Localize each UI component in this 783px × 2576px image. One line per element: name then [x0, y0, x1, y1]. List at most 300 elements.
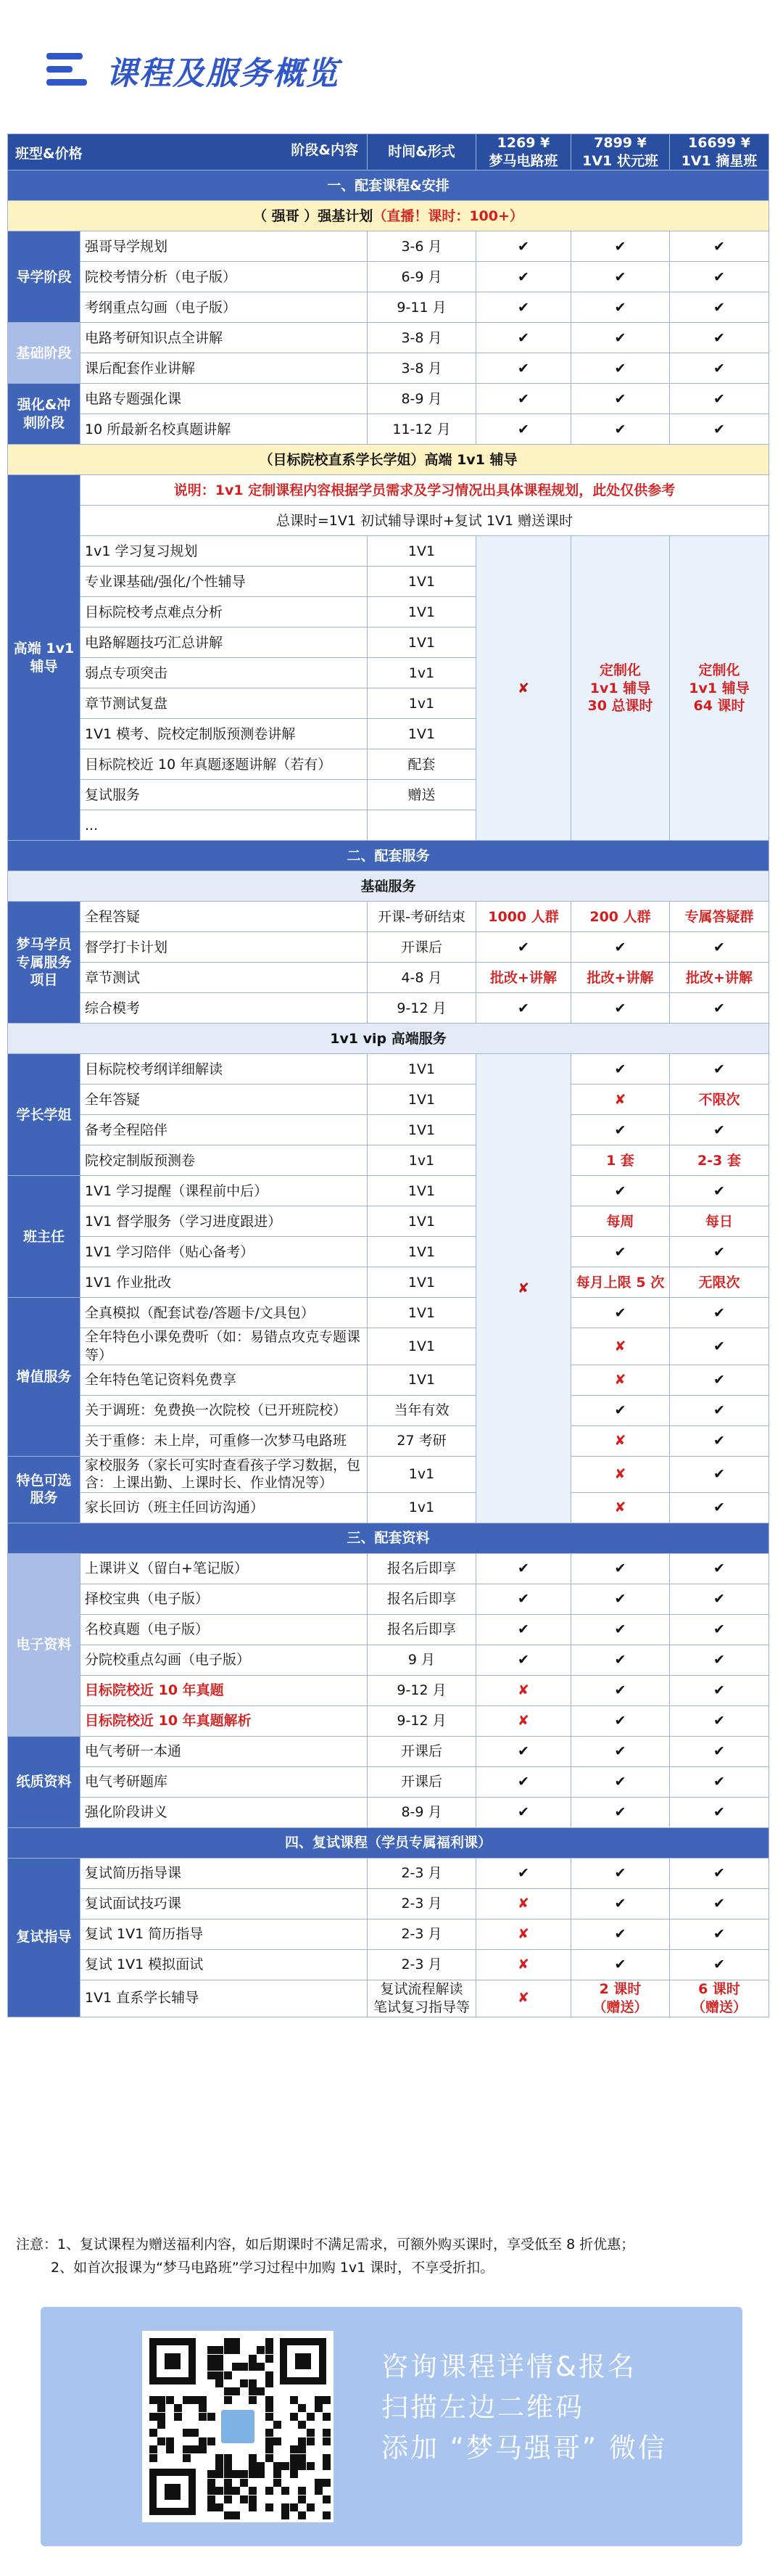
banner-highlight: （直播！课时：100+） — [373, 207, 523, 224]
item-name: 电路考研知识点全讲解 — [80, 323, 368, 353]
time-cell: 9-11 月 — [368, 292, 476, 323]
item-name: 1v1 学习复习规划 — [80, 536, 368, 567]
item-name: 电气考研题库 — [80, 1767, 368, 1798]
table-row — [8, 1798, 769, 1828]
value-cell: 1000 人群 — [476, 902, 571, 932]
value-cell: 批改+讲解 — [571, 963, 670, 993]
value-cell: 每周 — [571, 1206, 670, 1237]
value-cell: ✔ — [571, 1054, 670, 1085]
list-icon — [44, 47, 90, 94]
value-cell: ✔ — [571, 384, 670, 414]
time-cell: 配套 — [368, 749, 476, 780]
subsection-title: 1v1 vip 高端服务 — [8, 1024, 769, 1054]
merged-value: 定制化 1v1 辅导 30 总课时 — [571, 536, 670, 841]
value-cell: 无限次 — [670, 1267, 769, 1298]
time-col-header: 时间&形式 — [368, 134, 476, 170]
time-cell: 赠送 — [368, 780, 476, 810]
item-name: 全年特色笔记资料免费享 — [80, 1365, 368, 1395]
promo-line-1: 咨询课程详情&报名 — [381, 2351, 637, 2382]
category-cell: 电子资料 — [8, 1554, 80, 1737]
value-cell: ✔ — [670, 262, 769, 292]
item-name: ... — [80, 810, 368, 841]
value-cell: ✔ — [670, 1115, 769, 1145]
value-cell: ✔ — [670, 1176, 769, 1206]
subsection-row — [8, 1024, 769, 1054]
value-cell: 2-3 套 — [670, 1145, 769, 1176]
value-cell: ✔ — [476, 1859, 571, 1889]
category-cell: 梦马学员专属服务项目 — [8, 902, 80, 1024]
corner-top-label: 阶段&内容 — [291, 142, 358, 158]
note-2: 2、如首次报课为“梦马电路班”学习过程中加购 1v1 课时，不享受折扣。 — [51, 2260, 494, 2276]
table-row — [8, 1115, 769, 1145]
value-cell: 批改+讲解 — [476, 963, 571, 993]
time-cell: 当年有效 — [368, 1395, 476, 1425]
table-row — [8, 1737, 769, 1767]
table-row — [8, 1456, 769, 1492]
table-row — [8, 323, 769, 353]
section-row — [8, 170, 769, 201]
value-cell: 每日 — [670, 1206, 769, 1237]
time-cell: 1V1 — [368, 1328, 476, 1365]
time-cell: 1v1 — [368, 1493, 476, 1523]
table-row — [8, 1767, 769, 1798]
note-cell: 总课时=1V1 初试辅导课时+复试 1V1 赠送课时 — [80, 506, 769, 536]
value-cell: ✔ — [670, 993, 769, 1024]
time-cell: 1V1 — [368, 719, 476, 749]
item-name: 全真模拟（配套试卷/答题卡/文具包） — [80, 1298, 368, 1328]
item-name: 复试简历指导课 — [80, 1859, 368, 1889]
table-row — [8, 1980, 769, 2017]
value-cell: ✘ — [476, 1889, 571, 1919]
item-name: 备考全程陪伴 — [80, 1115, 368, 1145]
value-cell: ✔ — [476, 1737, 571, 1767]
time-cell: 9 月 — [368, 1645, 476, 1676]
value-cell: ✔ — [476, 414, 571, 445]
value-cell: ✔ — [670, 1554, 769, 1584]
notes — [16, 2233, 770, 2280]
time-cell: 开课-考研结束 — [368, 902, 476, 932]
item-name: 家校服务（家长可实时查看孩子学习数据，包含：上课出勤、上课时长、作业情况等） — [80, 1456, 368, 1492]
item-name: 1V1 直系学长辅导 — [80, 1980, 368, 2017]
value-cell: ✘ — [476, 1950, 571, 1980]
table-row — [8, 1889, 769, 1919]
time-cell: 1V1 — [368, 1176, 476, 1206]
time-cell: 开课后 — [368, 932, 476, 963]
item-name: 复试服务 — [80, 780, 368, 810]
subsection-title: 基础服务 — [8, 871, 769, 902]
table-row — [8, 902, 769, 932]
item-name: 目标院校考纲详细解读 — [80, 1054, 368, 1085]
value-cell: ✔ — [670, 1859, 769, 1889]
item-name: 1V1 学习提醒（课程前中后） — [80, 1176, 368, 1206]
section-row — [8, 1523, 769, 1554]
value-cell: ✘ — [571, 1328, 670, 1365]
table-row — [8, 1493, 769, 1523]
value-cell: ✔ — [670, 1767, 769, 1798]
value-cell: ✘ — [571, 1456, 670, 1492]
time-cell: 1V1 — [368, 1237, 476, 1267]
item-name: 章节测试复盘 — [80, 688, 368, 719]
table-row — [8, 1706, 769, 1737]
item-name: 复试面试技巧课 — [80, 1889, 368, 1919]
page-header — [44, 38, 339, 103]
header-row — [8, 134, 769, 170]
item-name: 10 所最新名校真题讲解 — [80, 414, 368, 445]
value-cell: ✔ — [670, 1584, 769, 1615]
section-row — [8, 841, 769, 871]
time-cell: 8-9 月 — [368, 384, 476, 414]
value-cell: ✔ — [670, 1054, 769, 1085]
time-cell: 3-8 月 — [368, 353, 476, 384]
note-1: 注意：1、复试课程为赠送福利内容，如后期课时不满足需求，可额外购买课时，享受低至 8 折优惠； — [16, 2236, 635, 2252]
time-cell: 复试流程解读 笔试复习指导等 — [368, 1980, 476, 2017]
item-name: 电路解题技巧汇总讲解 — [80, 627, 368, 658]
time-cell: 9-12 月 — [368, 993, 476, 1024]
value-cell: ✔ — [571, 1584, 670, 1615]
category-cell: 增值服务 — [8, 1298, 80, 1456]
time-cell: 开课后 — [368, 1737, 476, 1767]
value-cell: ✔ — [476, 262, 571, 292]
qr-code[interactable] — [142, 2331, 334, 2522]
time-cell: 1V1 — [368, 1206, 476, 1237]
item-name: 督学打卡计划 — [80, 932, 368, 963]
time-cell: 报名后即享 — [368, 1554, 476, 1584]
time-cell: 4-8 月 — [368, 963, 476, 993]
value-cell: ✔ — [571, 262, 670, 292]
value-cell: ✔ — [571, 1919, 670, 1950]
value-cell: ✔ — [476, 932, 571, 963]
value-cell: 200 人群 — [571, 902, 670, 932]
value-cell: ✔ — [670, 1456, 769, 1492]
table-row — [8, 1615, 769, 1645]
value-cell: ✔ — [670, 353, 769, 384]
category-cell: 基础阶段 — [8, 323, 80, 384]
time-cell: 1V1 — [368, 1267, 476, 1298]
item-name: 上课讲义（留白+笔记版） — [80, 1554, 368, 1584]
time-cell: 9-12 月 — [368, 1706, 476, 1737]
promo-banner — [41, 2307, 742, 2546]
table-row — [8, 506, 769, 536]
value-cell: ✔ — [670, 231, 769, 262]
table-row — [8, 384, 769, 414]
time-cell: 2-3 月 — [368, 1889, 476, 1919]
value-cell: ✔ — [670, 1328, 769, 1365]
table-row — [8, 231, 769, 262]
value-cell: ✔ — [476, 292, 571, 323]
table-row — [8, 1859, 769, 1889]
value-cell: ✔ — [571, 1645, 670, 1676]
value-cell: ✔ — [670, 1298, 769, 1328]
value-cell: ✔ — [571, 1859, 670, 1889]
time-cell: 2-3 月 — [368, 1919, 476, 1950]
table-row — [8, 1919, 769, 1950]
value-cell: ✔ — [670, 1737, 769, 1767]
item-name: 全程答疑 — [80, 902, 368, 932]
value-cell: ✔ — [571, 1237, 670, 1267]
value-cell: ✔ — [571, 292, 670, 323]
item-name: 关于重修：未上岸，可重修一次梦马电路班 — [80, 1425, 368, 1456]
value-cell: ✔ — [670, 292, 769, 323]
value-cell: ✔ — [670, 1950, 769, 1980]
time-cell: 开课后 — [368, 1767, 476, 1798]
banner-cell — [8, 201, 769, 231]
time-cell: 1V1 — [368, 627, 476, 658]
value-cell: ✔ — [670, 323, 769, 353]
merged-value: 定制化 1v1 辅导 64 课时 — [670, 536, 769, 841]
category-cell: 特色可选服务 — [8, 1456, 80, 1523]
value-cell: ✔ — [476, 1645, 571, 1676]
value-cell: ✔ — [476, 384, 571, 414]
category-cell: 导学阶段 — [8, 231, 80, 323]
time-cell: 1V1 — [368, 1298, 476, 1328]
item-name: 关于调班：免费换一次院校（已开班院校） — [80, 1395, 368, 1425]
item-name: 目标院校近 10 年真题 — [80, 1676, 368, 1706]
time-cell: 1V1 — [368, 597, 476, 627]
category-cell: 纸质资料 — [8, 1737, 80, 1828]
value-cell: ✔ — [670, 1676, 769, 1706]
value-cell: ✔ — [571, 1395, 670, 1425]
table-row — [8, 1425, 769, 1456]
item-name: 名校真题（电子版） — [80, 1615, 368, 1645]
time-cell: 报名后即享 — [368, 1584, 476, 1615]
value-cell: ✔ — [571, 1889, 670, 1919]
corner-cell — [8, 134, 368, 170]
time-cell: 9-12 月 — [368, 1676, 476, 1706]
value-cell: ✔ — [670, 1395, 769, 1425]
section-title: 四、复试课程（学员专属福利课） — [8, 1828, 769, 1859]
item-name: 复试 1V1 模拟面试 — [80, 1950, 368, 1980]
section-row — [8, 1828, 769, 1859]
banner-cell: （目标院校直系学长学姐）高端 1v1 辅导 — [8, 445, 769, 475]
time-cell: 1V1 — [368, 1365, 476, 1395]
table-row — [8, 536, 769, 567]
value-cell: ✔ — [476, 1798, 571, 1828]
item-name: 强哥导学规划 — [80, 231, 368, 262]
item-name: 择校宝典（电子版） — [80, 1584, 368, 1615]
promo-text — [381, 2347, 667, 2469]
time-cell: 报名后即享 — [368, 1615, 476, 1645]
item-name: 院校考情分析（电子版） — [80, 262, 368, 292]
table-row — [8, 1554, 769, 1584]
table-row — [8, 353, 769, 384]
table-row — [8, 963, 769, 993]
value-cell: ✘ — [571, 1365, 670, 1395]
table-row — [8, 1950, 769, 1980]
item-name: 全年特色小课免费听（如：易错点攻克专题课等） — [80, 1328, 368, 1365]
value-cell: ✔ — [670, 932, 769, 963]
item-name: 目标院校考点难点分析 — [80, 597, 368, 627]
item-name: 院校定制版预测卷 — [80, 1145, 368, 1176]
value-cell: ✔ — [670, 1798, 769, 1828]
value-cell: 每月上限 5 次 — [571, 1267, 670, 1298]
value-cell: ✔ — [476, 1767, 571, 1798]
item-name: 家长回访（班主任回访沟通） — [80, 1493, 368, 1523]
value-cell: ✔ — [571, 1298, 670, 1328]
value-cell: ✔ — [476, 1584, 571, 1615]
value-cell: ✘ — [571, 1085, 670, 1115]
value-cell: 专属答疑群 — [670, 902, 769, 932]
plan-header-3: 16699 ¥ 1V1 摘星班 — [670, 134, 769, 170]
value-cell: ✔ — [476, 993, 571, 1024]
value-cell: ✔ — [476, 1554, 571, 1584]
table-row — [8, 1054, 769, 1085]
item-name: 电路专题强化课 — [80, 384, 368, 414]
value-cell: ✘ — [476, 1919, 571, 1950]
value-cell: ✘ — [476, 1980, 571, 2017]
value-cell: ✔ — [670, 1493, 769, 1523]
time-cell: 1V1 — [368, 536, 476, 567]
note-cell: 说明：1v1 定制课程内容根据学员需求及学习情况出具体课程规划，此处仅供参考 — [80, 475, 769, 506]
time-cell: 27 考研 — [368, 1425, 476, 1456]
value-cell: ✔ — [571, 414, 670, 445]
course-table — [7, 133, 769, 2017]
value-cell: ✔ — [571, 1706, 670, 1737]
value-cell: ✔ — [571, 1767, 670, 1798]
time-cell: 2-3 月 — [368, 1859, 476, 1889]
table-row — [8, 1085, 769, 1115]
table-row — [8, 1145, 769, 1176]
value-cell: ✔ — [571, 323, 670, 353]
time-cell: 1V1 — [368, 1115, 476, 1145]
value-cell: 1 套 — [571, 1145, 670, 1176]
promo-line-3: 添加 “梦马强哥” 微信 — [381, 2432, 667, 2464]
value-cell: ✔ — [670, 1645, 769, 1676]
item-name: 目标院校近 10 年真题解析 — [80, 1706, 368, 1737]
value-cell: ✔ — [571, 231, 670, 262]
item-name: 复试 1V1 简历指导 — [80, 1919, 368, 1950]
time-cell: 11-12 月 — [368, 414, 476, 445]
value-cell: ✔ — [571, 1115, 670, 1145]
item-name: 综合模考 — [80, 993, 368, 1024]
value-cell: ✔ — [571, 1615, 670, 1645]
time-cell: 8-9 月 — [368, 1798, 476, 1828]
table-row — [8, 1267, 769, 1298]
table-row — [8, 932, 769, 963]
item-name: 电气考研一本通 — [80, 1737, 368, 1767]
time-cell: 2-3 月 — [368, 1950, 476, 1980]
value-cell: ✔ — [571, 353, 670, 384]
table-row — [8, 475, 769, 506]
table-row — [8, 1676, 769, 1706]
table-row — [8, 414, 769, 445]
value-cell: ✔ — [670, 1237, 769, 1267]
value-cell: ✔ — [571, 1176, 670, 1206]
value-cell: ✘ — [476, 1706, 571, 1737]
value-cell: ✔ — [571, 1950, 670, 1980]
subsection-row — [8, 871, 769, 902]
item-name: 课后配套作业讲解 — [80, 353, 368, 384]
item-name: 分院校重点勾画（电子版） — [80, 1645, 368, 1676]
table-row — [8, 1176, 769, 1206]
section-title: 二、配套服务 — [8, 841, 769, 871]
time-cell: 6-9 月 — [368, 262, 476, 292]
banner-row — [8, 445, 769, 475]
plan-header-1: 1269 ¥ 梦马电路班 — [476, 134, 571, 170]
item-name: 章节测试 — [80, 963, 368, 993]
value-cell: ✔ — [670, 1919, 769, 1950]
table-row — [8, 262, 769, 292]
value-cell: 批改+讲解 — [670, 963, 769, 993]
category-cell: 复试指导 — [8, 1859, 80, 2017]
value-cell: 6 课时 （赠送） — [670, 1980, 769, 2017]
value-cell: ✔ — [670, 1365, 769, 1395]
banner-text: （ 强哥 ）强基计划 — [253, 207, 373, 224]
category-cell: 班主任 — [8, 1176, 80, 1298]
category-cell: 学长学姐 — [8, 1054, 80, 1176]
item-name: 考纲重点勾画（电子版） — [80, 292, 368, 323]
table-row — [8, 292, 769, 323]
value-cell: 不限次 — [670, 1085, 769, 1115]
value-cell: ✔ — [670, 414, 769, 445]
value-cell: ✔ — [670, 1706, 769, 1737]
value-cell: ✔ — [571, 1554, 670, 1584]
item-name: 1V1 学习陪伴（贴心备考） — [80, 1237, 368, 1267]
item-name: 1V1 模考、院校定制版预测卷讲解 — [80, 719, 368, 749]
table-row — [8, 1206, 769, 1237]
category-cell: 高端 1v1 辅导 — [8, 475, 80, 841]
item-name: 专业课基础/强化/个性辅导 — [80, 567, 368, 597]
time-cell: 3-6 月 — [368, 231, 476, 262]
merged-value: ✘ — [476, 1054, 571, 1523]
merged-value: ✘ — [476, 536, 571, 841]
value-cell: ✘ — [476, 1676, 571, 1706]
item-name: 目标院校近 10 年真题逐题讲解（若有） — [80, 749, 368, 780]
section-title: 三、配套资料 — [8, 1523, 769, 1554]
value-cell: 2 课时 （赠送） — [571, 1980, 670, 2017]
time-cell: 1v1 — [368, 1456, 476, 1492]
value-cell: ✔ — [571, 1798, 670, 1828]
table-row — [8, 1395, 769, 1425]
value-cell: ✔ — [670, 1889, 769, 1919]
value-cell: ✔ — [571, 1737, 670, 1767]
time-cell: 1V1 — [368, 1085, 476, 1115]
corner-bottom-label: 班型&价格 — [15, 145, 83, 162]
category-cell: 强化&冲刺阶段 — [8, 384, 80, 445]
table-row — [8, 1584, 769, 1615]
time-cell: 1V1 — [368, 1054, 476, 1085]
time-cell — [368, 810, 476, 841]
value-cell: ✔ — [670, 1615, 769, 1645]
page-title: 课程及服务概览 — [106, 55, 339, 92]
promo-line-2: 扫描左边二维码 — [381, 2392, 584, 2423]
table-row — [8, 1237, 769, 1267]
banner-row — [8, 201, 769, 231]
table-row — [8, 1645, 769, 1676]
item-name: 1V1 作业批改 — [80, 1267, 368, 1298]
value-cell: ✘ — [571, 1425, 670, 1456]
value-cell: ✔ — [476, 1615, 571, 1645]
table-row — [8, 993, 769, 1024]
item-name: 弱点专项突击 — [80, 658, 368, 688]
item-name: 全年答疑 — [80, 1085, 368, 1115]
time-cell: 1V1 — [368, 567, 476, 597]
time-cell: 1v1 — [368, 658, 476, 688]
table-row — [8, 1298, 769, 1328]
time-cell: 1v1 — [368, 688, 476, 719]
time-cell: 3-8 月 — [368, 323, 476, 353]
value-cell: ✔ — [476, 323, 571, 353]
table-row — [8, 1328, 769, 1365]
value-cell: ✔ — [670, 1425, 769, 1456]
value-cell: ✔ — [571, 993, 670, 1024]
table-row — [8, 1365, 769, 1395]
value-cell: ✘ — [571, 1493, 670, 1523]
value-cell: ✔ — [571, 932, 670, 963]
item-name: 1V1 督学服务（学习进度跟进） — [80, 1206, 368, 1237]
avatar-icon — [219, 2408, 257, 2445]
time-cell: 1v1 — [368, 1145, 476, 1176]
item-name: 强化阶段讲义 — [80, 1798, 368, 1828]
